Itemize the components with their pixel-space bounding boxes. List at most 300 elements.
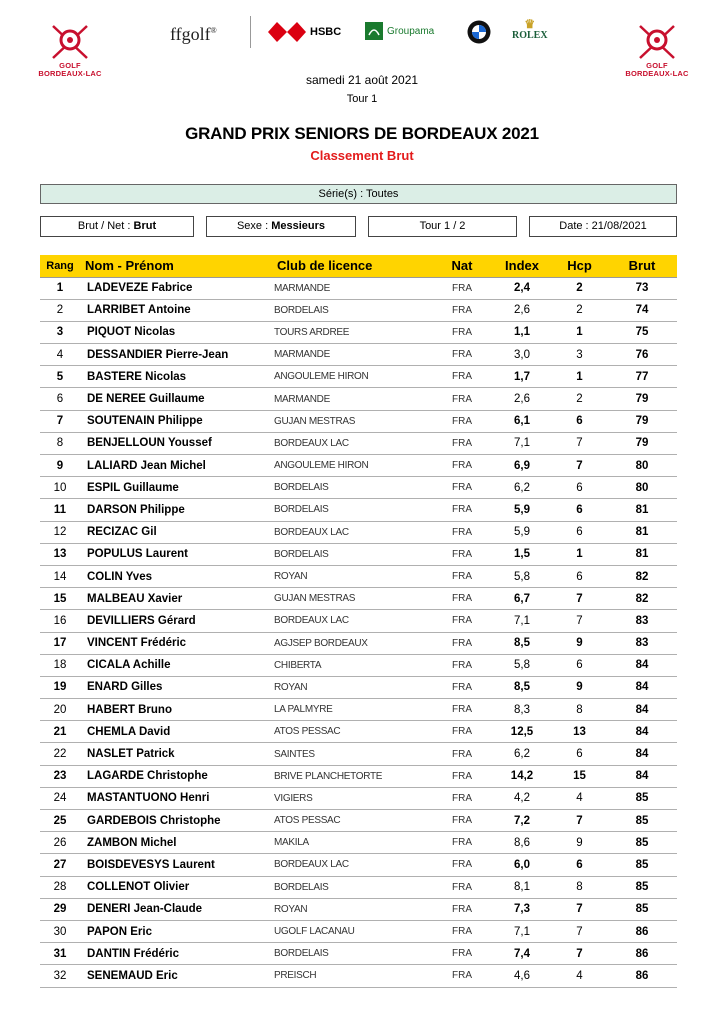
col-index-header: Index <box>492 255 552 277</box>
cell-rang: 21 <box>40 721 80 743</box>
logo-text-line2: BORDEAUX-LAC <box>38 69 102 78</box>
cell-hcp: 2 <box>552 388 607 410</box>
table-row <box>40 321 677 343</box>
cell-nat: FRA <box>432 743 492 765</box>
cell-nat: FRA <box>432 676 492 698</box>
cell-index: 5,8 <box>492 654 552 676</box>
groupama-text: Groupama <box>387 25 435 37</box>
cell-rang: 6 <box>40 388 80 410</box>
cell-name: MASTANTUONO Henri <box>80 787 272 809</box>
cell-nat: FRA <box>432 410 492 432</box>
cell-rang: 7 <box>40 410 80 432</box>
cell-index: 1,1 <box>492 321 552 343</box>
event-date: samedi 21 août 2021 <box>305 73 419 87</box>
cell-index: 6,1 <box>492 410 552 432</box>
cell-index: 6,7 <box>492 588 552 610</box>
cell-brut: 80 <box>607 455 677 477</box>
series-bar: Série(s) : Toutes <box>40 184 677 204</box>
table-row <box>40 410 677 432</box>
club-logo-left <box>30 22 110 78</box>
cell-brut: 79 <box>607 432 677 454</box>
cell-brut: 79 <box>607 388 677 410</box>
table-row <box>40 810 677 832</box>
cell-rang: 3 <box>40 321 80 343</box>
cell-brut: 84 <box>607 699 677 721</box>
cell-index: 12,5 <box>492 721 552 743</box>
cell-club: ANGOULEME HIRON <box>272 366 432 388</box>
table-row <box>40 832 677 854</box>
table-row <box>40 477 677 499</box>
cell-brut: 85 <box>607 898 677 920</box>
cell-name: PAPON Eric <box>80 920 272 942</box>
cell-name: DENERI Jean-Claude <box>80 898 272 920</box>
ffgolf-text: ffgolf <box>170 24 211 44</box>
cell-hcp: 6 <box>552 565 607 587</box>
table-row <box>40 898 677 920</box>
cell-hcp: 2 <box>552 277 607 299</box>
cell-rang: 26 <box>40 832 80 854</box>
cell-index: 2,6 <box>492 388 552 410</box>
cell-rang: 19 <box>40 676 80 698</box>
cell-club: ROYAN <box>272 898 432 920</box>
cell-name: VINCENT Frédéric <box>80 632 272 654</box>
cell-club: BORDELAIS <box>272 876 432 898</box>
cell-nat: FRA <box>432 765 492 787</box>
cell-nat: FRA <box>432 832 492 854</box>
table-row <box>40 432 677 454</box>
cell-nat: FRA <box>432 477 492 499</box>
cell-brut: 85 <box>607 810 677 832</box>
cell-nat: FRA <box>432 565 492 587</box>
cell-club: GUJAN MESTRAS <box>272 410 432 432</box>
cell-rang: 18 <box>40 654 80 676</box>
col-brut-header: Brut <box>607 255 677 277</box>
cell-club: TOURS ARDREE <box>272 321 432 343</box>
cell-club: AGJSEP BORDEAUX <box>272 632 432 654</box>
hsbc-hexagon-icon <box>268 22 306 42</box>
cell-club: PREISCH <box>272 965 432 987</box>
crown-icon: ♛ <box>524 17 536 31</box>
cell-hcp: 6 <box>552 743 607 765</box>
cell-index: 5,8 <box>492 565 552 587</box>
cell-hcp: 1 <box>552 321 607 343</box>
cell-brut: 76 <box>607 344 677 366</box>
cell-club: BORDELAIS <box>272 543 432 565</box>
cell-nat: FRA <box>432 721 492 743</box>
cell-hcp: 7 <box>552 810 607 832</box>
sponsor-strip <box>150 8 570 58</box>
cell-index: 7,1 <box>492 432 552 454</box>
cell-rang: 4 <box>40 344 80 366</box>
bmw-logo <box>467 20 491 49</box>
cell-index: 7,3 <box>492 898 552 920</box>
cell-brut: 84 <box>607 654 677 676</box>
cell-rang: 24 <box>40 787 80 809</box>
cell-rang: 27 <box>40 854 80 876</box>
cell-brut: 81 <box>607 499 677 521</box>
cell-club: BORDELAIS <box>272 477 432 499</box>
cell-hcp: 7 <box>552 455 607 477</box>
cell-nat: FRA <box>432 432 492 454</box>
cell-index: 8,5 <box>492 632 552 654</box>
cell-club: ANGOULEME HIRON <box>272 455 432 477</box>
cell-hcp: 4 <box>552 965 607 987</box>
cell-club: MARMANDE <box>272 388 432 410</box>
cell-hcp: 7 <box>552 943 607 965</box>
ffgolf-logo: ffgolf® <box>170 24 217 44</box>
cell-name: ESPIL Guillaume <box>80 477 272 499</box>
table-row <box>40 344 677 366</box>
cell-index: 1,5 <box>492 543 552 565</box>
col-rang-header: Rang <box>40 255 80 277</box>
cell-hcp: 9 <box>552 676 607 698</box>
cell-nat: FRA <box>432 277 492 299</box>
table-row <box>40 676 677 698</box>
cell-name: DANTIN Frédéric <box>80 943 272 965</box>
cell-brut: 86 <box>607 943 677 965</box>
cell-brut: 81 <box>607 543 677 565</box>
cell-club: MARMANDE <box>272 277 432 299</box>
sponsor-divider <box>250 16 251 48</box>
sexe-box <box>206 216 356 237</box>
cell-club: CHIBERTA <box>272 654 432 676</box>
cell-brut: 81 <box>607 521 677 543</box>
cell-brut: 85 <box>607 787 677 809</box>
cell-name: ENARD Gilles <box>80 676 272 698</box>
cell-name: BOISDEVESYS Laurent <box>80 854 272 876</box>
col-nat-header: Nat <box>432 255 492 277</box>
cell-name: COLLENOT Olivier <box>80 876 272 898</box>
table-row <box>40 699 677 721</box>
table-row <box>40 765 677 787</box>
cell-brut: 82 <box>607 565 677 587</box>
cell-nat: FRA <box>432 943 492 965</box>
cell-name: DARSON Philippe <box>80 499 272 521</box>
cell-hcp: 13 <box>552 721 607 743</box>
page-subtitle: Classement Brut <box>310 148 414 163</box>
table-row <box>40 632 677 654</box>
cell-nat: FRA <box>432 366 492 388</box>
cell-brut: 82 <box>607 588 677 610</box>
table-row <box>40 588 677 610</box>
table-row <box>40 277 677 299</box>
table-row <box>40 965 677 987</box>
cell-hcp: 6 <box>552 654 607 676</box>
cell-club: VIGIERS <box>272 787 432 809</box>
cell-name: MALBEAU Xavier <box>80 588 272 610</box>
cell-nat: FRA <box>432 499 492 521</box>
table-row <box>40 366 677 388</box>
cell-nat: FRA <box>432 388 492 410</box>
rolex-logo <box>512 18 548 41</box>
cell-hcp: 1 <box>552 543 607 565</box>
col-name-header: Nom - Prénom <box>80 255 272 277</box>
cell-index: 7,1 <box>492 920 552 942</box>
cell-rang: 9 <box>40 455 80 477</box>
cell-rang: 11 <box>40 499 80 521</box>
sexe-label: Sexe : <box>236 220 269 232</box>
col-club-header: Club de licence <box>272 255 432 277</box>
cell-hcp: 3 <box>552 344 607 366</box>
cell-index: 5,9 <box>492 521 552 543</box>
cell-hcp: 6 <box>552 521 607 543</box>
cell-name: SOUTENAIN Philippe <box>80 410 272 432</box>
table-row <box>40 610 677 632</box>
cell-brut: 80 <box>607 477 677 499</box>
cell-club: BORDELAIS <box>272 943 432 965</box>
table-row <box>40 943 677 965</box>
table-row <box>40 521 677 543</box>
table-row <box>40 299 677 321</box>
cell-name: DEVILLIERS Gérard <box>80 610 272 632</box>
cell-rang: 31 <box>40 943 80 965</box>
cell-nat: FRA <box>432 654 492 676</box>
cell-hcp: 7 <box>552 920 607 942</box>
cell-nat: FRA <box>432 854 492 876</box>
cell-hcp: 7 <box>552 898 607 920</box>
cell-brut: 79 <box>607 410 677 432</box>
cell-club: BORDELAIS <box>272 299 432 321</box>
table-row <box>40 543 677 565</box>
groupama-emblem-icon <box>365 22 383 40</box>
cell-nat: FRA <box>432 787 492 809</box>
cell-rang: 28 <box>40 876 80 898</box>
cell-index: 8,6 <box>492 832 552 854</box>
hsbc-logo <box>268 22 341 42</box>
cell-name: CHEMLA David <box>80 721 272 743</box>
cell-rang: 17 <box>40 632 80 654</box>
cell-hcp: 6 <box>552 499 607 521</box>
cell-index: 8,1 <box>492 876 552 898</box>
cell-hcp: 7 <box>552 588 607 610</box>
cell-nat: FRA <box>432 810 492 832</box>
cell-index: 3,0 <box>492 344 552 366</box>
hsbc-text: HSBC <box>310 26 342 38</box>
cell-index: 14,2 <box>492 765 552 787</box>
cell-hcp: 8 <box>552 876 607 898</box>
cell-nat: FRA <box>432 455 492 477</box>
cell-index: 7,2 <box>492 810 552 832</box>
cell-club: MAKILA <box>272 832 432 854</box>
cell-nat: FRA <box>432 876 492 898</box>
cell-nat: FRA <box>432 521 492 543</box>
cell-brut: 85 <box>607 832 677 854</box>
cell-name: RECIZAC Gil <box>80 521 272 543</box>
table-row <box>40 654 677 676</box>
cell-index: 8,3 <box>492 699 552 721</box>
brut-net-value: Brut <box>133 220 157 232</box>
cell-club: BORDEAUX LAC <box>272 432 432 454</box>
cell-hcp: 15 <box>552 765 607 787</box>
cell-index: 2,4 <box>492 277 552 299</box>
cell-hcp: 7 <box>552 610 607 632</box>
cell-rang: 12 <box>40 521 80 543</box>
cell-index: 2,6 <box>492 299 552 321</box>
cell-index: 6,2 <box>492 477 552 499</box>
cell-name: POPULUS Laurent <box>80 543 272 565</box>
table-row <box>40 499 677 521</box>
cell-name: ZAMBON Michel <box>80 832 272 854</box>
tour-box: Tour 1 / 2 <box>368 216 517 237</box>
cell-club: SAINTES <box>272 743 432 765</box>
cell-nat: FRA <box>432 321 492 343</box>
cell-name: HABERT Bruno <box>80 699 272 721</box>
table-header-row <box>40 255 677 277</box>
cell-brut: 84 <box>607 765 677 787</box>
cell-hcp: 9 <box>552 632 607 654</box>
cell-name: CICALA Achille <box>80 654 272 676</box>
cell-hcp: 6 <box>552 854 607 876</box>
cell-rang: 5 <box>40 366 80 388</box>
cell-brut: 86 <box>607 965 677 987</box>
cell-hcp: 1 <box>552 366 607 388</box>
cell-index: 7,4 <box>492 943 552 965</box>
cell-index: 6,9 <box>492 455 552 477</box>
sexe-value: Messieurs <box>271 220 326 232</box>
cell-index: 8,5 <box>492 676 552 698</box>
table-row <box>40 743 677 765</box>
cell-brut: 85 <box>607 876 677 898</box>
table-row <box>40 721 677 743</box>
cell-brut: 83 <box>607 610 677 632</box>
bmw-roundel-icon <box>467 20 491 44</box>
cell-brut: 75 <box>607 321 677 343</box>
cell-rang: 22 <box>40 743 80 765</box>
cell-index: 7,1 <box>492 610 552 632</box>
cell-brut: 85 <box>607 854 677 876</box>
cell-rang: 14 <box>40 565 80 587</box>
cell-index: 4,6 <box>492 965 552 987</box>
cell-hcp: 7 <box>552 432 607 454</box>
cell-name: DESSANDIER Pierre-Jean <box>80 344 272 366</box>
cell-nat: FRA <box>432 965 492 987</box>
cell-brut: 84 <box>607 676 677 698</box>
rolex-text: ROLEX <box>512 30 548 41</box>
cell-nat: FRA <box>432 699 492 721</box>
golf-club-emblem-icon <box>632 22 682 62</box>
table-row <box>40 787 677 809</box>
cell-nat: FRA <box>432 543 492 565</box>
date-box: Date : 21/08/2021 <box>529 216 677 237</box>
cell-name: NASLET Patrick <box>80 743 272 765</box>
cell-rang: 29 <box>40 898 80 920</box>
cell-hcp: 9 <box>552 832 607 854</box>
cell-club: UGOLF LACANAU <box>272 920 432 942</box>
cell-index: 6,0 <box>492 854 552 876</box>
cell-rang: 16 <box>40 610 80 632</box>
cell-name: LAGARDE Christophe <box>80 765 272 787</box>
cell-hcp: 4 <box>552 787 607 809</box>
table-row <box>40 854 677 876</box>
cell-rang: 8 <box>40 432 80 454</box>
cell-name: COLIN Yves <box>80 565 272 587</box>
cell-brut: 77 <box>607 366 677 388</box>
cell-rang: 10 <box>40 477 80 499</box>
table-row <box>40 388 677 410</box>
cell-brut: 84 <box>607 721 677 743</box>
golf-club-emblem-icon <box>45 22 95 62</box>
cell-name: LALIARD Jean Michel <box>80 455 272 477</box>
cell-nat: FRA <box>432 920 492 942</box>
cell-nat: FRA <box>432 588 492 610</box>
cell-index: 1,7 <box>492 366 552 388</box>
cell-index: 4,2 <box>492 787 552 809</box>
cell-club: ROYAN <box>272 676 432 698</box>
cell-rang: 1 <box>40 277 80 299</box>
table-row <box>40 876 677 898</box>
logo-text-line1: GOLF <box>646 61 668 70</box>
cell-rang: 15 <box>40 588 80 610</box>
cell-nat: FRA <box>432 632 492 654</box>
cell-name: SENEMAUD Eric <box>80 965 272 987</box>
cell-brut: 86 <box>607 920 677 942</box>
cell-rang: 32 <box>40 965 80 987</box>
cell-hcp: 6 <box>552 410 607 432</box>
brut-net-box <box>40 216 194 237</box>
page-title: GRAND PRIX SENIORS DE BORDEAUX 2021 <box>185 124 539 143</box>
cell-brut: 83 <box>607 632 677 654</box>
cell-hcp: 8 <box>552 699 607 721</box>
cell-club: LA PALMYRE <box>272 699 432 721</box>
cell-nat: FRA <box>432 344 492 366</box>
cell-name: DE NEREE Guillaume <box>80 388 272 410</box>
table-row <box>40 565 677 587</box>
cell-index: 5,9 <box>492 499 552 521</box>
cell-name: BASTERE Nicolas <box>80 366 272 388</box>
cell-club: BORDELAIS <box>272 499 432 521</box>
cell-nat: FRA <box>432 898 492 920</box>
cell-hcp: 6 <box>552 477 607 499</box>
cell-club: GUJAN MESTRAS <box>272 588 432 610</box>
cell-name: BENJELLOUN Youssef <box>80 432 272 454</box>
cell-club: ATOS PESSAC <box>272 810 432 832</box>
round-label: Tour 1 <box>346 93 378 105</box>
cell-name: LADEVEZE Fabrice <box>80 277 272 299</box>
table-row <box>40 455 677 477</box>
cell-brut: 84 <box>607 743 677 765</box>
cell-club: BRIVE PLANCHETORTE <box>272 765 432 787</box>
cell-rang: 30 <box>40 920 80 942</box>
groupama-logo <box>365 22 434 40</box>
cell-hcp: 2 <box>552 299 607 321</box>
logo-text-line2: BORDEAUX-LAC <box>625 69 689 78</box>
cell-nat: FRA <box>432 299 492 321</box>
cell-club: ATOS PESSAC <box>272 721 432 743</box>
logo-text-line1: GOLF <box>59 61 81 70</box>
cell-rang: 13 <box>40 543 80 565</box>
cell-rang: 20 <box>40 699 80 721</box>
cell-club: MARMANDE <box>272 344 432 366</box>
cell-club: ROYAN <box>272 565 432 587</box>
brut-net-label: Brut / Net : <box>77 220 131 232</box>
cell-index: 6,2 <box>492 743 552 765</box>
cell-name: GARDEBOIS Christophe <box>80 810 272 832</box>
club-logo-right <box>617 22 697 78</box>
results-table <box>40 255 677 988</box>
cell-club: BORDEAUX LAC <box>272 521 432 543</box>
cell-nat: FRA <box>432 610 492 632</box>
cell-club: BORDEAUX LAC <box>272 854 432 876</box>
table-row <box>40 920 677 942</box>
cell-rang: 23 <box>40 765 80 787</box>
cell-name: LARRIBET Antoine <box>80 299 272 321</box>
results-body <box>40 277 677 987</box>
cell-rang: 25 <box>40 810 80 832</box>
col-hcp-header: Hcp <box>552 255 607 277</box>
cell-brut: 74 <box>607 299 677 321</box>
cell-club: BORDEAUX LAC <box>272 610 432 632</box>
cell-rang: 2 <box>40 299 80 321</box>
